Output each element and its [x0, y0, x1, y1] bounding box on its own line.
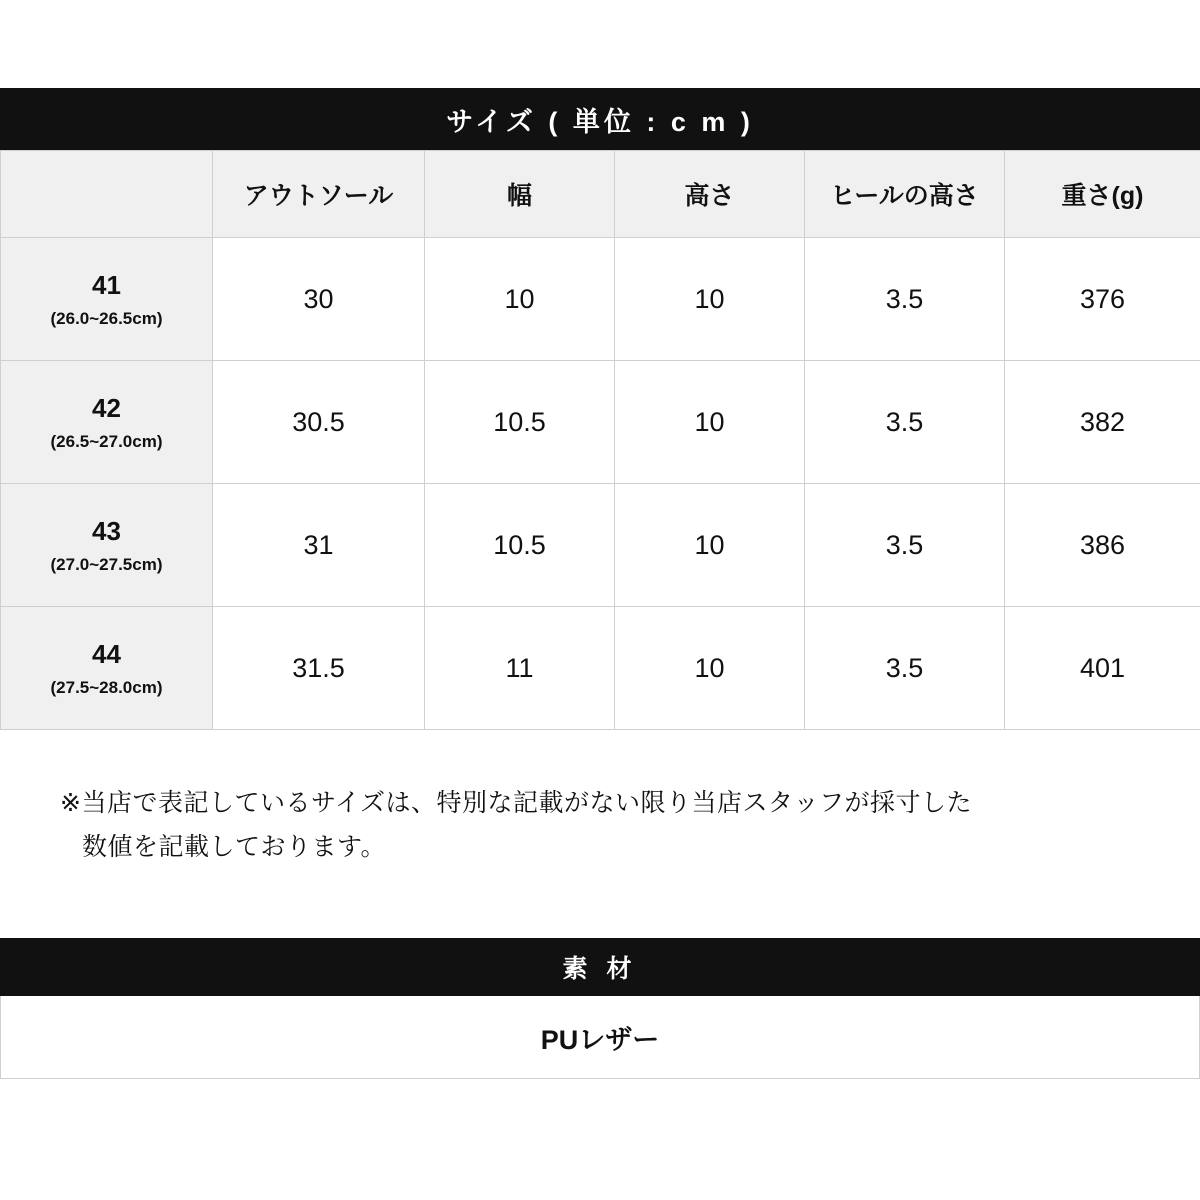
size-range: (27.0~27.5cm): [50, 554, 163, 574]
cell-outsole: 30: [213, 238, 425, 361]
cell-heel-height: 3.5: [805, 238, 1005, 361]
size-cell: [1, 484, 213, 607]
material-value: PUレザー: [0, 996, 1200, 1079]
measurement-note: [60, 782, 1140, 870]
material-section-title: 素 材: [0, 938, 1200, 996]
column-header-heel-height: ヒールの高さ: [805, 151, 1005, 238]
table-row: [1, 361, 1200, 484]
cell-heel-height: 3.5: [805, 484, 1005, 607]
cell-outsole: 30.5: [213, 361, 425, 484]
size-section-title: サイズ ( 単位 : c m ): [0, 88, 1200, 150]
size-cell: [1, 607, 213, 730]
table-row: [1, 484, 1200, 607]
size-label: 41: [92, 270, 121, 301]
size-label: 44: [92, 639, 121, 670]
size-label: 42: [92, 393, 121, 424]
cell-width: 10.5: [425, 361, 615, 484]
cell-height: 10: [615, 484, 805, 607]
column-header-width: 幅: [425, 151, 615, 238]
cell-weight: 376: [1005, 238, 1200, 361]
column-header-weight: 重さ(g): [1005, 151, 1200, 238]
cell-width: 10.5: [425, 484, 615, 607]
table-header-row: [1, 151, 1200, 238]
size-label: 43: [92, 516, 121, 547]
cell-weight: 401: [1005, 607, 1200, 730]
cell-heel-height: 3.5: [805, 607, 1005, 730]
size-cell: [1, 361, 213, 484]
size-section: [0, 88, 1200, 730]
column-header-height: 高さ: [615, 151, 805, 238]
cell-outsole: 31: [213, 484, 425, 607]
size-cell: [1, 238, 213, 361]
cell-weight: 382: [1005, 361, 1200, 484]
cell-height: 10: [615, 607, 805, 730]
size-range: (26.0~26.5cm): [50, 308, 163, 328]
measurement-note-line2: 数値を記載しております。: [82, 832, 387, 861]
cell-width: 11: [425, 607, 615, 730]
material-section: [0, 938, 1200, 1079]
cell-height: 10: [615, 238, 805, 361]
size-range: (27.5~28.0cm): [50, 677, 163, 697]
column-header-size: [1, 151, 213, 238]
table-row: [1, 238, 1200, 361]
cell-width: 10: [425, 238, 615, 361]
cell-heel-height: 3.5: [805, 361, 1005, 484]
column-header-outsole: アウトソール: [213, 151, 425, 238]
cell-outsole: 31.5: [213, 607, 425, 730]
measurement-note-line1: ※当店で表記しているサイズは、特別な記載がない限り当店スタッフが採寸した: [60, 789, 972, 817]
size-table: [0, 150, 1200, 730]
size-range: (26.5~27.0cm): [50, 431, 163, 451]
cell-height: 10: [615, 361, 805, 484]
cell-weight: 386: [1005, 484, 1200, 607]
table-row: [1, 607, 1200, 730]
